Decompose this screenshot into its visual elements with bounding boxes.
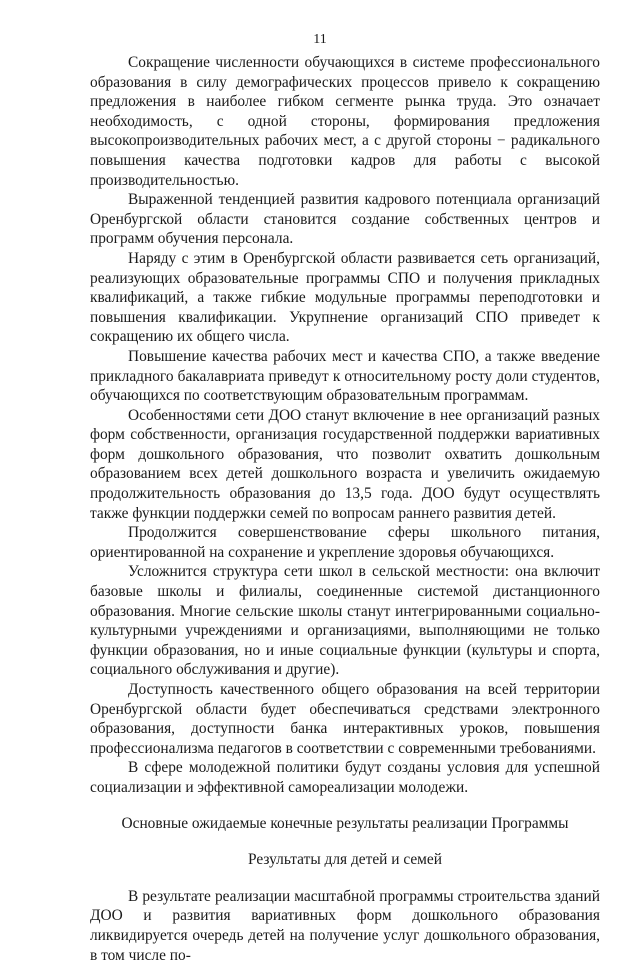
paragraph: Продолжится совершенствование сферы школьного питания, ориентированной на сохранение и укрепление здоровья обучающихся. bbox=[90, 524, 600, 561]
paragraph: Выраженной тенденцией развития кадрового потенциала организаций Оренбургской области становится создание собственных центров и программ обучения персонала. bbox=[90, 191, 600, 248]
paragraph: В сфере молодежной политики будут созданы условия для успешной социализации и эффективной самореализации молодежи. bbox=[90, 759, 600, 796]
subsection-heading: Результаты для детей и семей bbox=[247, 851, 442, 869]
document-body bbox=[90, 53, 600, 965]
section-heading: Основные ожидаемые конечные результаты реализации Программы bbox=[121, 814, 569, 832]
paragraph: Особенностями сети ДОО станут включение в нее организаций разных форм собственности, организация государственной поддержки вариативных форм дошкольного образования, что позволит охватить дошкольным образованием всех детей дошкольного возраста и увеличить ожидаемую продолжительность образования до 13,5 года. ДОО будут осуществлять также функции поддержки семей по вопросам раннего развития детей. bbox=[90, 406, 600, 522]
paragraph: Сокращение численности обучающихся в системе профессионального образования в силу демографических процессов привело к сокращению предложения в наиболее гибком сегменте рынка труда. Это означает необходимость, с одной стороны, формирования предложения высокопроизводительных рабочих мест, а с другой стороны − радикального повышения качества подготовки кадров для работы с высокой производительностью. bbox=[90, 54, 600, 189]
paragraph: Наряду с этим в Оренбургской области развивается сеть организаций, реализующих образовательные программы СПО и получения прикладных квалификаций, а также гибкие модульные программы переподготовки и повышения квалификации. Укрупнение организаций СПО приведет к сокращению их общего числа. bbox=[90, 249, 600, 346]
paragraph: Повышение качества рабочих мест и качества СПО, а также введение прикладного бакалавриата приведут к относительному росту доли студентов, обучающихся по соответствующим образовательным программам. bbox=[90, 347, 600, 405]
paragraph: Доступность качественного общего образования на всей территории Оренбургской области будет обеспечиваться средствами электронного образования, доступности банка интерактивных уроков, повышения профессионализма педагогов в соответствии с современными требованиями. bbox=[90, 681, 600, 757]
paragraph: Усложнится структура сети школ в сельской местности: она включит базовые школы и филиалы, соединенные системой дистанционного образования. Многие сельские школы станут интегрированными социально-культурными учреждениями и организациями, выполняющими не только функции образования, но и иные социальные функции (культуры и спорта, социального обслуживания и другие). bbox=[90, 563, 600, 679]
paragraph: В результате реализации масштабной программы строительства зданий ДОО и развития вариативных форм дошкольного образования ликвидируется очередь детей на получение услуг дошкольного образования, в том числе по- bbox=[90, 887, 600, 964]
page-number: 11 bbox=[313, 32, 327, 47]
